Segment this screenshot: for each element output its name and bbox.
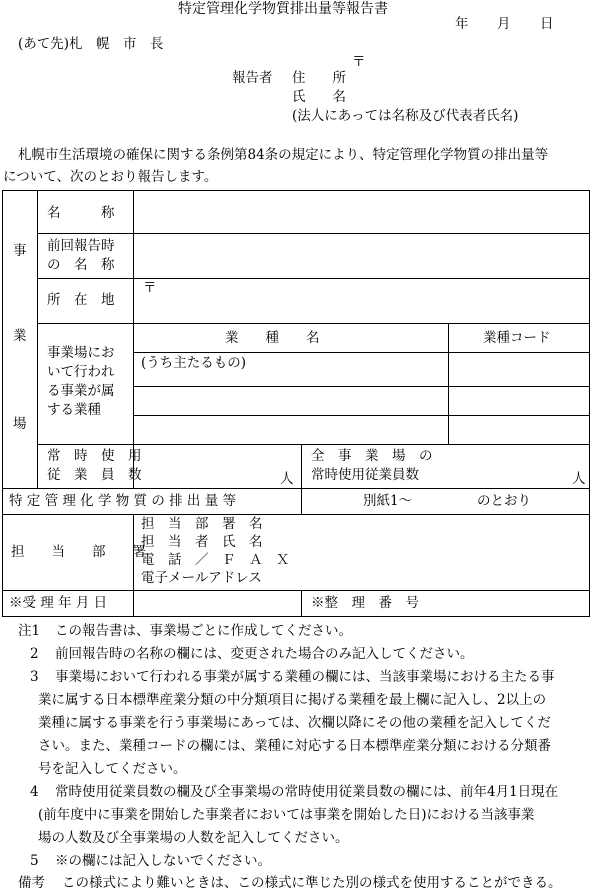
note-2-text: 前回報告時の名称の欄には、変更された場合のみ記入してください。 <box>55 646 474 662</box>
note-3-line-4: さい。また、業種コードの欄には、業種に対応する日本標準産業分類における分類番 <box>38 738 551 754</box>
note-1-label: 注1 <box>18 623 41 639</box>
main-industry-note: (うち主たるもの) <box>141 355 247 371</box>
note-3-label: 3 <box>30 669 39 685</box>
reporter-postal-mark: 〒 <box>352 54 366 70</box>
reporter-label: 報告者 <box>232 70 273 86</box>
industry-name-field-3[interactable] <box>135 417 446 443</box>
all-sites-employees-field[interactable] <box>443 446 589 487</box>
section-label-char-1: 事 <box>13 243 27 259</box>
corporation-note: (法人にあっては名称及び代表者氏名) <box>292 108 519 124</box>
reference-number-label: ※整 理 番 号 <box>311 595 419 611</box>
location-postal-mark: 〒 <box>143 280 157 296</box>
site-name-label: 名 称 <box>47 205 115 221</box>
industry-code-header: 業種コード <box>483 330 551 346</box>
note-4-line-2: (前年度中に事業を開始した事業者においては事業を開始した日)における当該事業 <box>38 807 535 823</box>
remark-label: 備考 <box>18 875 45 891</box>
regular-employees-unit: 人 <box>280 471 294 487</box>
contact-person-label: 担 当 者 氏 名 <box>141 534 263 550</box>
industry-name-header: 業 種 名 <box>225 330 320 346</box>
phone-fax-label: 電 話 ／ Ｆ Ａ Ｘ <box>141 552 290 568</box>
all-sites-employees-label-1: 全 事 業 場 の <box>311 448 433 464</box>
previous-name-label-2: の 名 称 <box>47 257 115 273</box>
previous-name-label-1: 前回報告時 <box>47 238 115 254</box>
email-label: 電子メールアドレス <box>141 570 262 586</box>
note-1-text: この報告書は、事業場ごとに作成してください。 <box>55 623 352 639</box>
site-name-field[interactable] <box>135 192 588 232</box>
business-type-label-3: る事業が属 <box>47 383 115 399</box>
remark-text: この様式により難いときは、この様式に準じた別の様式を使用することができる。 <box>62 875 562 891</box>
industry-code-field-3[interactable] <box>450 417 588 443</box>
addressee: (あて先)札 幌 市 長 <box>18 36 164 52</box>
business-type-label-4: する業種 <box>47 402 101 418</box>
note-5-label: 5 <box>30 853 39 869</box>
department-info-field[interactable] <box>293 516 589 588</box>
intro-line-2: について、次のとおり報告します。 <box>3 169 218 185</box>
note-4-line-1: 常時使用従業員数の欄及び全事業場の常時使用従業員数の欄には、前年4月1日現在 <box>55 784 559 800</box>
receipt-date-label: ※受 理 年 月 日 <box>9 595 108 611</box>
industry-name-field-2[interactable] <box>135 388 446 414</box>
regular-employees-field[interactable] <box>135 446 299 487</box>
previous-name-field[interactable] <box>135 235 588 277</box>
all-sites-employees-label-2: 常時使用従業員数 <box>311 467 419 483</box>
regular-employees-label-1: 常 時 使 用 <box>47 448 142 464</box>
regular-employees-label-2: 従 業 員 数 <box>47 467 142 483</box>
note-3-line-2: 業に属する日本標準産業分類の中分類項目に掲げる業種を最上欄に記入し、2以上の <box>38 692 547 708</box>
location-field[interactable] <box>135 280 588 322</box>
department-name-label: 担 当 部 署 名 <box>141 516 263 532</box>
report-form-table <box>2 190 590 617</box>
reporter-address-label: 住 所 <box>292 70 346 86</box>
all-sites-employees-unit: 人 <box>572 471 586 487</box>
receipt-date-field <box>135 592 299 616</box>
business-type-label-1: 事業場にお <box>47 345 115 361</box>
business-type-label-2: いて行われ <box>47 364 115 380</box>
note-5-text: ※の欄には記入しないでください。 <box>55 853 271 869</box>
section-label-char-2: 業 <box>13 328 27 344</box>
section-label-char-3: 場 <box>13 416 27 432</box>
date-day-label: 日 <box>540 16 554 32</box>
location-label: 所 在 地 <box>47 292 115 308</box>
annex-suffix: のとおり <box>477 493 531 509</box>
note-3-line-5: 号を記入してください。 <box>38 761 187 777</box>
note-4-label: 4 <box>30 784 39 800</box>
industry-code-field-2[interactable] <box>450 388 588 414</box>
note-3-line-3: 業種に属する事業を行う事業場にあっては、次欄以降にその他の業種を記入してくだ <box>38 715 551 731</box>
date-month-label: 月 <box>497 16 511 32</box>
note-2-label: 2 <box>30 646 39 662</box>
form-title: 特定管理化学物質排出量等報告書 <box>178 1 388 17</box>
industry-code-field-1[interactable] <box>450 354 588 385</box>
annex-number-field[interactable] <box>415 491 473 511</box>
department-label: 担 当 部 署 <box>11 544 146 560</box>
annex-prefix: 別紙1～ <box>363 493 413 509</box>
industry-name-field-1[interactable] <box>135 371 446 385</box>
date-year-label: 年 <box>455 16 469 32</box>
intro-line-1: 札幌市生活環境の確保に関する条例第84条の規定により、特定管理化学物質の排出量等 <box>18 147 549 163</box>
reporter-name-label: 氏 名 <box>292 89 346 105</box>
emission-label: 特 定 管 理 化 学 物 質 の 排 出 量 等 <box>9 493 236 509</box>
reference-number-field <box>443 592 589 616</box>
note-3-line-1: 事業場において行われる事業が属する業種の欄には、当該事業場における主たる事 <box>55 669 555 685</box>
note-4-line-3: 場の人数及び全事業場の人数を記入してください。 <box>38 830 349 846</box>
